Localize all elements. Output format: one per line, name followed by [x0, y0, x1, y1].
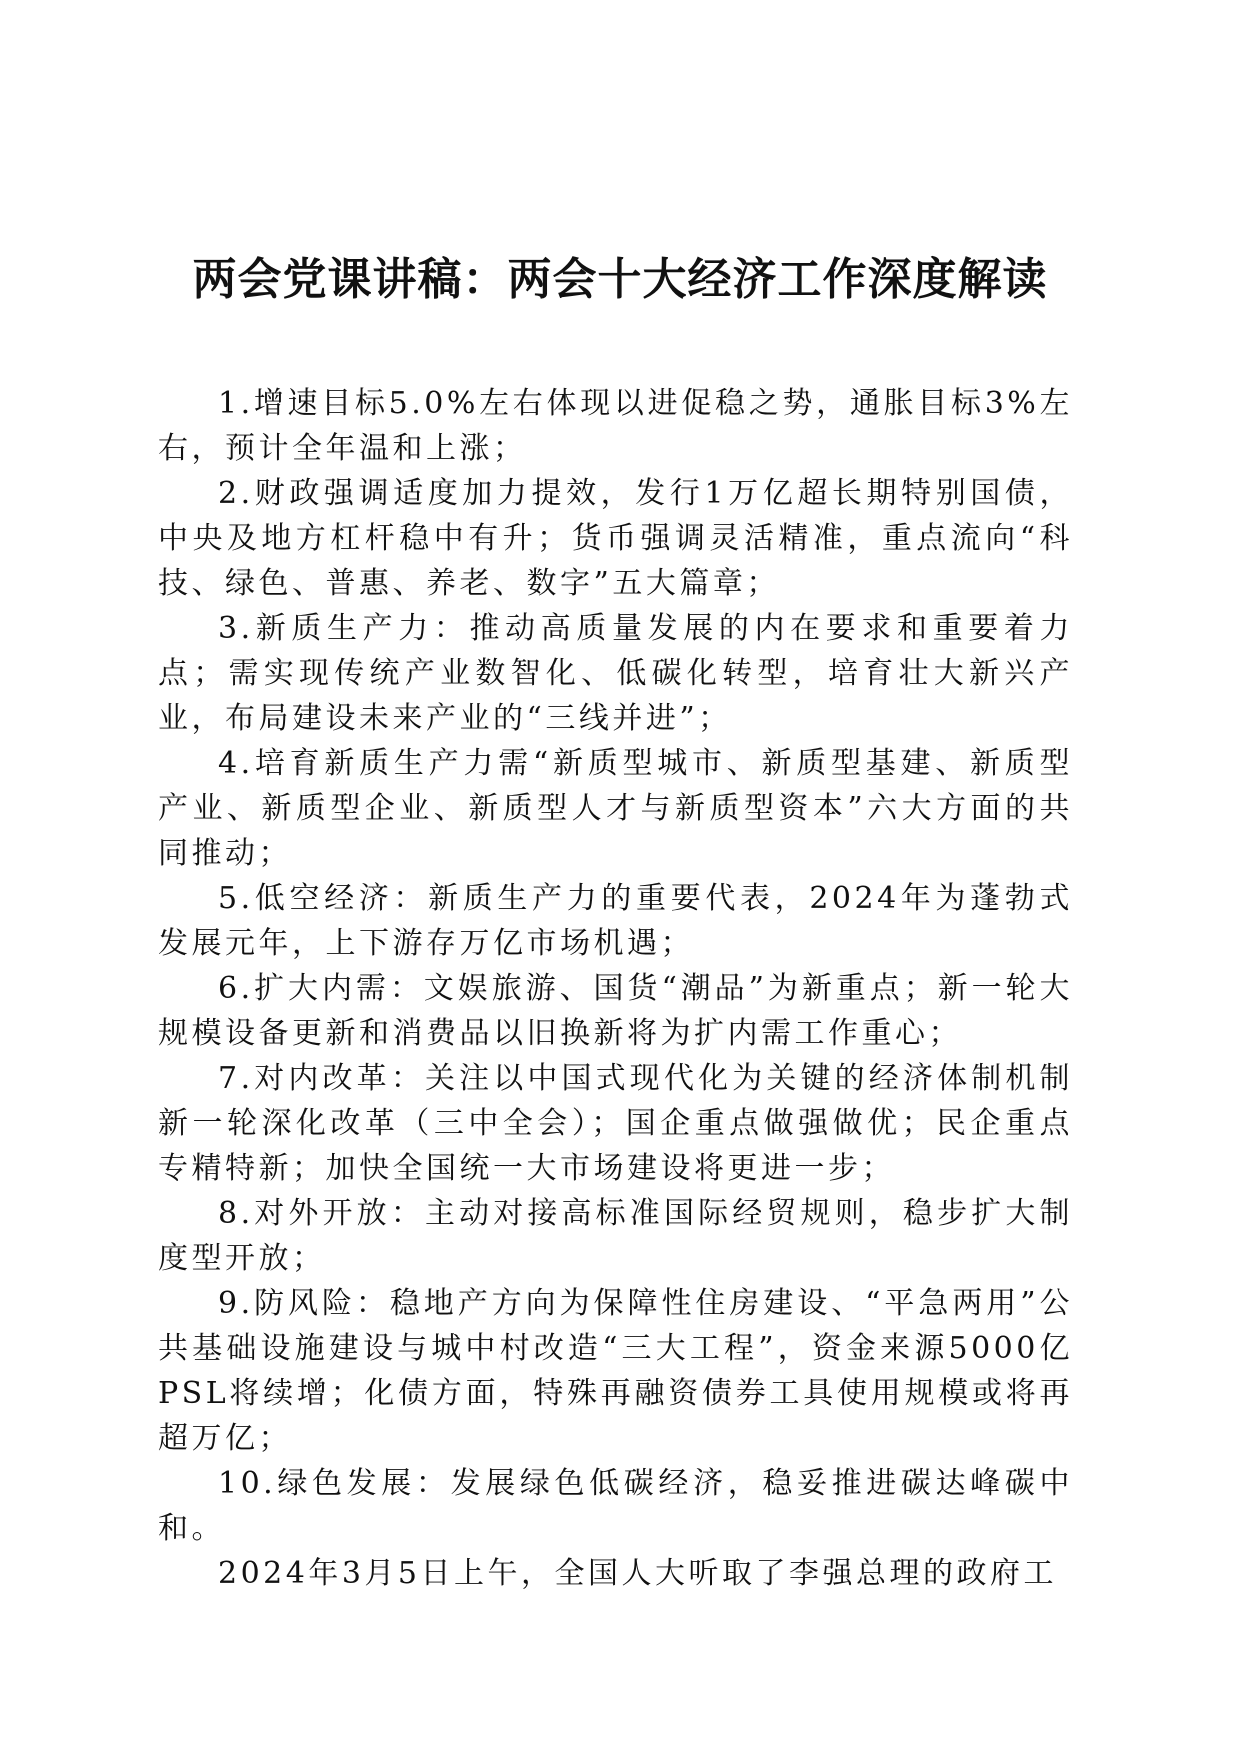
paragraph-3: 3.新质生产力：推动高质量发展的内在要求和重要着力点；需实现传统产业数智化、低碳化转型，培育壮大新兴产业，布局建设未来产业的“三线并进”；: [158, 611, 1073, 736]
paragraph-9: 9.防风险：稳地产方向为保障性住房建设、“平急两用”公共基础设施建设与城中村改造“三大工程”，资金来源5000亿PSL将续增；化债方面，特殊再融资债券工具使用规模或将再超万亿；: [158, 1286, 1073, 1456]
paragraph-4: 4.培育新质生产力需“新质型城市、新质型基建、新质型产业、新质型企业、新质型人才与新质型资本”六大方面的共同推动；: [158, 746, 1073, 871]
paragraph-5: 5.低空经济：新质生产力的重要代表，2024年为蓬勃式发展元年，上下游存万亿市场机遇；: [158, 881, 1073, 961]
document-body: [158, 381, 1073, 1596]
document-title: 两会党课讲稿：两会十大经济工作深度解读: [192, 254, 1048, 305]
paragraph-8: 8.对外开放：主动对接高标准国际经贸规则，稳步扩大制度型开放；: [158, 1196, 1073, 1276]
paragraph-6: 6.扩大内需：文娱旅游、国货“潮品”为新重点；新一轮大规模设备更新和消费品以旧换新将为扩内需工作重心；: [158, 971, 1073, 1051]
paragraph-10: 10.绿色发展：发展绿色低碳经济，稳妥推进碳达峰碳中和。: [158, 1466, 1073, 1546]
paragraph-7: 7.对内改革：关注以中国式现代化为关键的经济体制机制新一轮深化改革（三中全会）；国企重点做强做优；民企重点专精特新；加快全国统一大市场建设将更进一步；: [158, 1061, 1073, 1186]
paragraph-1: 1.增速目标5.0%左右体现以进促稳之势，通胀目标3%左右，预计全年温和上涨；: [158, 386, 1073, 466]
paragraph-continued: 2024年3月5日上午，全国人大听取了李强总理的政府工: [218, 1556, 1058, 1591]
paragraph-2: 2.财政强调适度加力提效，发行1万亿超长期特别国债，中央及地方杠杆稳中有升；货币强调灵活精准，重点流向“科技、绿色、普惠、养老、数字”五大篇章；: [158, 476, 1073, 601]
